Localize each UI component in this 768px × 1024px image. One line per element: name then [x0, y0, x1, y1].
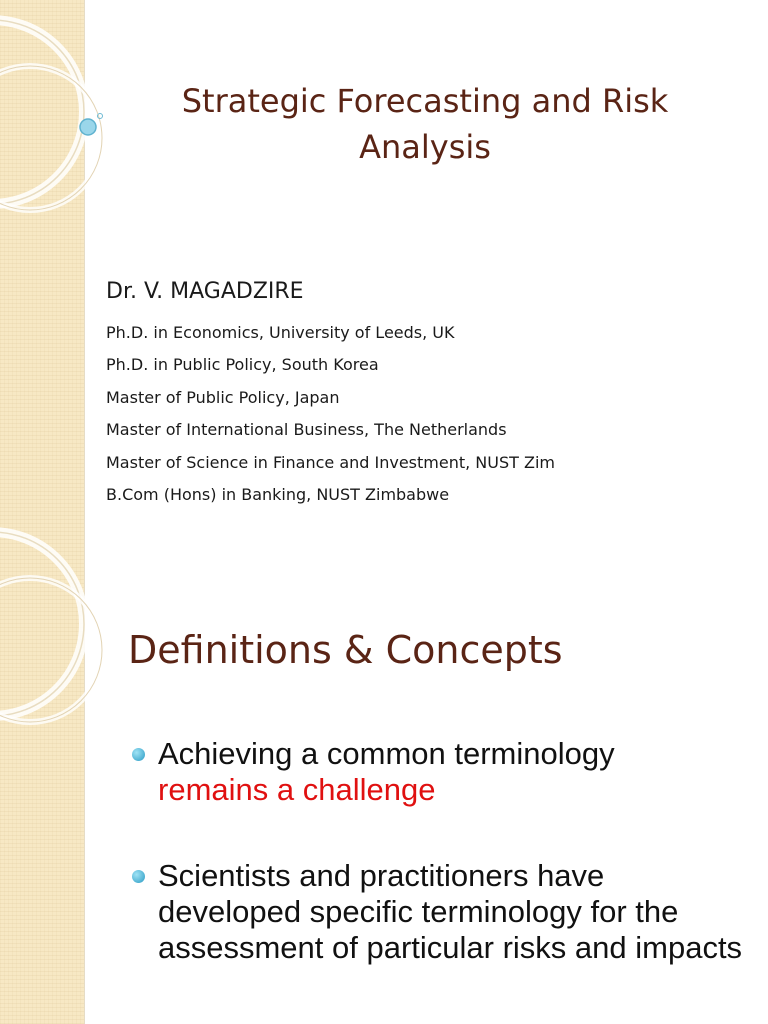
bullet-text: Achieving a common terminology: [158, 736, 615, 771]
credentials-list: [106, 319, 555, 512]
section-title: Definitions & Concepts: [128, 628, 563, 672]
author-name: Dr. V. MAGADZIRE: [106, 279, 304, 304]
credential-item: Master of Science in Finance and Investment, NUST Zim: [106, 452, 555, 472]
credential-item: Master of International Business, The Netherlands: [106, 420, 507, 440]
bullet-highlight: remains a challenge: [158, 772, 436, 807]
bullet-icon: [132, 870, 145, 883]
bullet-text: Scientists and practitioners have developed specific terminology for the assessment of particular risks and impacts: [158, 858, 743, 965]
credential-item: B.Com (Hons) in Banking, NUST Zimbabwe: [106, 484, 450, 504]
bullet-item: [132, 858, 752, 966]
slide-title-heading: Strategic Forecasting and Risk Analysis: [181, 82, 669, 166]
bullet-icon: [132, 748, 145, 761]
bullet-item: [132, 736, 752, 808]
credential-item: Master of Public Policy, Japan: [106, 387, 340, 407]
credential-item: Ph.D. in Economics, University of Leeds, UK: [106, 323, 455, 342]
credential-item: Ph.D. in Public Policy, South Korea: [106, 355, 379, 375]
bullet-list: [132, 736, 752, 966]
slide-definitions: [0, 512, 768, 1024]
